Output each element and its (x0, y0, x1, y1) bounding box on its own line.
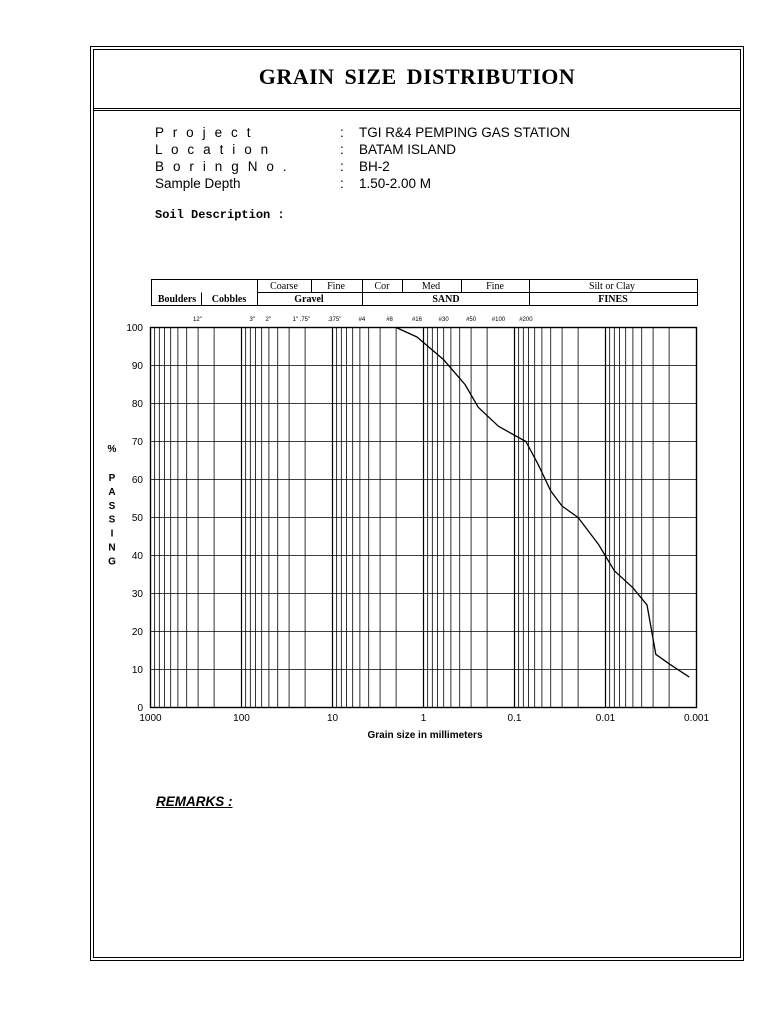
legend-med: Med (421, 281, 441, 292)
y-tick-label: 20 (131, 627, 143, 638)
project-value: TGI R&4 PEMPING GAS STATION (359, 125, 571, 140)
y-tick-label: 60 (131, 475, 143, 486)
y-axis-label-letter: G (108, 556, 116, 568)
y-axis-label-percent: % (107, 444, 117, 455)
project-label: P r o j e c t (155, 125, 254, 140)
x-tick-label: 0.01 (595, 713, 616, 724)
y-tick-label: 0 (137, 703, 143, 714)
sieve-label: 1" .75" (292, 317, 311, 323)
legend-fine-gravel: Fine (327, 281, 345, 292)
legend-fine-sand: Fine (486, 281, 504, 292)
y-tick-label: 100 (126, 323, 143, 334)
sieve-label: #200 (519, 317, 533, 323)
page-title: GRAIN SIZE DISTRIBUTION (258, 64, 576, 89)
x-tick-label: 0.1 (507, 713, 522, 724)
gradation-curves (396, 328, 689, 678)
y-tick-label: 80 (131, 399, 143, 410)
sieve-label: #50 (466, 317, 477, 323)
soil-description-label: Soil Description : (155, 208, 285, 222)
x-tick-label: 100 (233, 713, 250, 724)
sieve-label: .375" (327, 317, 342, 323)
depth-label: Sample Depth (155, 176, 241, 191)
x-axis-label: Grain size in millimeters (367, 730, 483, 741)
sieve-label: #16 (411, 317, 422, 323)
y-axis-label-letter: N (108, 542, 116, 554)
sieve-label: 12" (193, 317, 202, 323)
y-tick-label: 90 (131, 361, 143, 372)
boring-colon: : (340, 159, 344, 174)
legend-fines: FINES (598, 294, 628, 305)
x-tick-label: 10 (326, 713, 339, 724)
sieve-label: #8 (386, 317, 393, 323)
chart-grid (151, 328, 697, 708)
location-colon: : (340, 142, 344, 157)
y-axis-label-letter: S (108, 514, 116, 526)
sieve-label: 3" (249, 317, 255, 323)
y-axis-label-letter: I (110, 528, 114, 540)
boring-label: B o r i n g N o . (155, 159, 290, 174)
legend-sand: SAND (432, 294, 460, 305)
legend-boulders: Boulders (157, 294, 197, 305)
project-colon: : (340, 125, 344, 140)
gradation-curve (396, 328, 689, 678)
sieve-label: #100 (491, 317, 506, 323)
y-axis-label-letter: A (108, 486, 116, 498)
legend-cor: Cor (374, 281, 390, 292)
location-value: BATAM ISLAND (359, 142, 457, 157)
y-tick-label: 30 (131, 589, 143, 600)
y-axis-label-letter: P (108, 473, 116, 484)
legend-coarse: Coarse (270, 281, 298, 292)
y-tick-label: 50 (131, 513, 143, 524)
boring-value: BH-2 (359, 159, 390, 174)
x-tick-label: 1 (420, 713, 427, 724)
y-tick-labels (126, 323, 143, 714)
y-tick-label: 70 (131, 437, 143, 448)
location-label: L o c a t i o n (155, 142, 271, 157)
x-tick-label: 1000 (139, 713, 162, 724)
y-tick-label: 40 (131, 551, 143, 562)
sieve-label: #30 (438, 317, 449, 323)
depth-value: 1.50-2.00 M (359, 176, 432, 191)
depth-colon: : (340, 176, 344, 191)
sieve-labels (193, 317, 533, 323)
sieve-label: #4 (358, 317, 366, 323)
legend-gravel: Gravel (294, 294, 324, 305)
y-axis-label (108, 444, 117, 567)
sieve-label: 2" (265, 317, 272, 323)
remarks-label: REMARKS : (156, 794, 233, 809)
legend-silt-or-clay: Silt or Clay (588, 281, 636, 292)
x-tick-labels (139, 713, 709, 724)
y-axis-label-letter: S (108, 500, 116, 512)
x-tick-label: 0.001 (683, 713, 710, 724)
y-tick-label: 10 (131, 665, 143, 676)
legend-cobbles: Cobbles (211, 294, 247, 305)
